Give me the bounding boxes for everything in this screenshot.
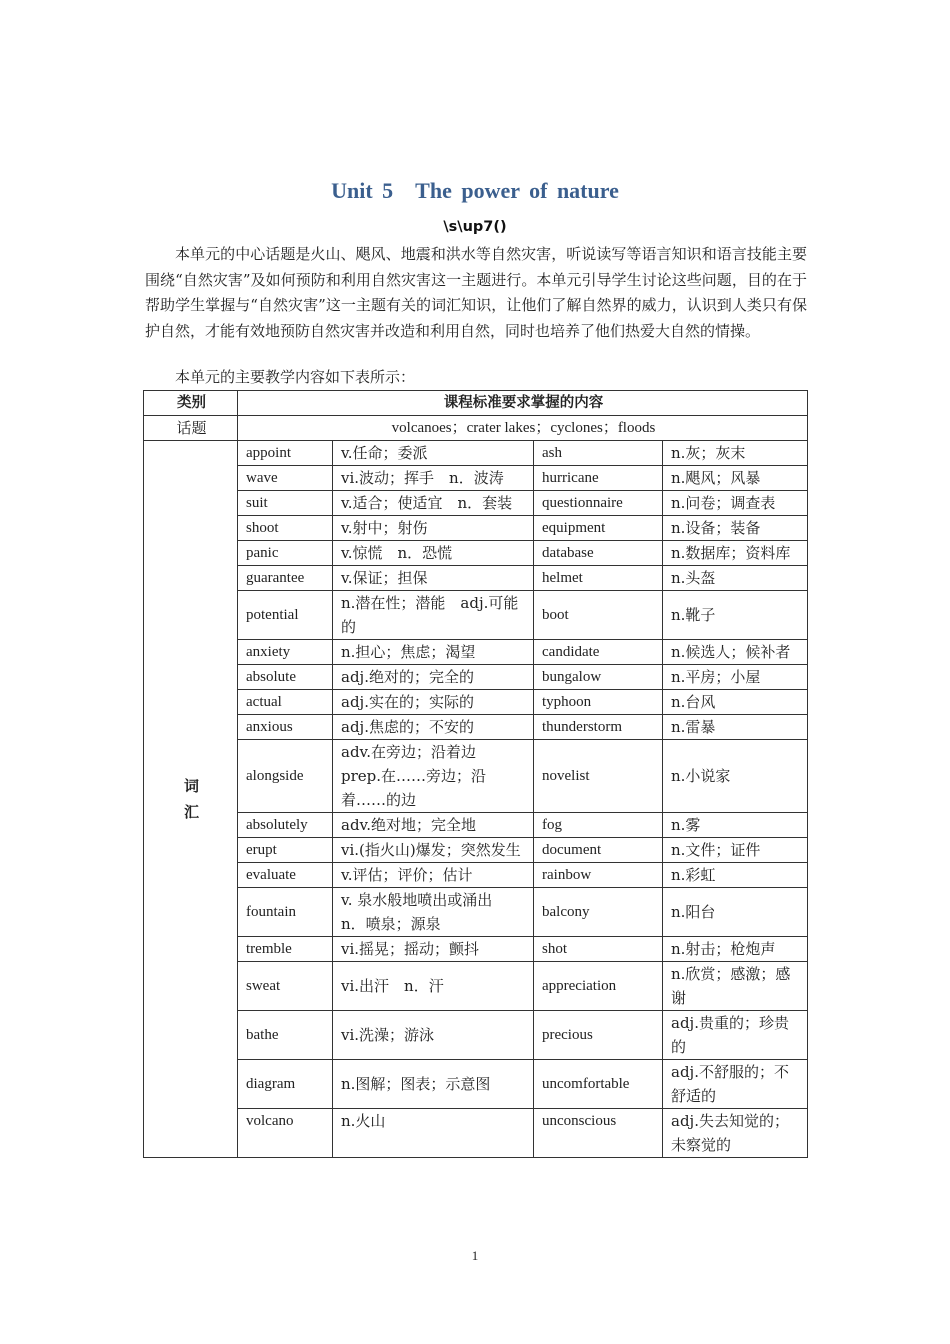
meaning-cell: n.设备；装备 <box>663 516 808 541</box>
meaning-cell <box>333 888 534 937</box>
word-cell: bathe <box>238 1011 333 1060</box>
meaning-cell: n.彩虹 <box>663 863 808 888</box>
topic-row <box>144 416 808 441</box>
meaning-cell: adj.贵重的；珍贵的 <box>663 1011 808 1060</box>
table-row <box>144 640 808 665</box>
meaning-cell: n.阳台 <box>663 888 808 937</box>
page-number: 1 <box>471 1248 479 1263</box>
table-row <box>144 441 808 466</box>
content-table <box>143 390 808 1158</box>
word-cell: alongside <box>238 740 333 813</box>
meaning-cell: n.潜在性；潜能 adj.可能的 <box>333 591 534 640</box>
word-cell: tremble <box>238 937 333 962</box>
word-cell: erupt <box>238 838 333 863</box>
word-cell: evaluate <box>238 863 333 888</box>
subtitle: \s\up7() <box>443 219 507 235</box>
meaning-cell: n.雷暴 <box>663 715 808 740</box>
word-cell: fountain <box>238 888 333 937</box>
word-cell: diagram <box>238 1060 333 1109</box>
meaning-cell: vi.波动；挥手 n．波涛 <box>333 466 534 491</box>
header-content: 课程标准要求掌握的内容 <box>238 391 808 416</box>
meaning-cell: vi.(指火山)爆发；突然发生 <box>333 838 534 863</box>
meaning-cell: vi.洗澡；游泳 <box>333 1011 534 1060</box>
header-category: 类别 <box>144 391 238 416</box>
intro-paragraph: 本单元的中心话题是火山、飓风、地震和洪水等自然灾害，听说读写等语言知识和语言技能主要围绕“自然灾害”及如何预防和利用自然灾害这一主题进行。本单元引导学生讨论这些问题，目的在于帮助学生掌握与“自然灾害”这一主题有关的词汇知识，让他们了解自然界的威力，认识到人类只有保护自然，才能有效地预防自然灾害并改造和利用自然，同时也培养了他们热爱大自然的情操。 <box>145 245 807 340</box>
word-cell: unconscious <box>534 1109 663 1158</box>
word-cell: sweat <box>238 962 333 1011</box>
meaning-cell: n.文件；证件 <box>663 838 808 863</box>
word-cell: absolutely <box>238 813 333 838</box>
table-row <box>144 740 808 813</box>
meaning-cell: n.数据库；资料库 <box>663 541 808 566</box>
table-row <box>144 466 808 491</box>
meaning-cell: n.图解；图表；示意图 <box>333 1060 534 1109</box>
word-cell: ash <box>534 441 663 466</box>
meaning-cell: n.小说家 <box>663 740 808 813</box>
topic-label: 话题 <box>144 416 238 441</box>
word-cell: bungalow <box>534 665 663 690</box>
word-cell: equipment <box>534 516 663 541</box>
word-cell: guarantee <box>238 566 333 591</box>
table-row <box>144 516 808 541</box>
word-cell: novelist <box>534 740 663 813</box>
word-cell: appoint <box>238 441 333 466</box>
word-cell: wave <box>238 466 333 491</box>
meaning-cell: n.头盔 <box>663 566 808 591</box>
word-cell: actual <box>238 690 333 715</box>
word-cell: thunderstorm <box>534 715 663 740</box>
meaning-cell: v.保证；担保 <box>333 566 534 591</box>
table-row <box>144 690 808 715</box>
word-cell: absolute <box>238 665 333 690</box>
meaning-cell: adj.实在的；实际的 <box>333 690 534 715</box>
table-row <box>144 838 808 863</box>
word-cell: candidate <box>534 640 663 665</box>
table-row <box>144 566 808 591</box>
topic-value: volcanoes；crater lakes；cyclones；floods <box>238 416 808 441</box>
meaning-cell: n.射击；枪炮声 <box>663 937 808 962</box>
meaning-cell: n.雾 <box>663 813 808 838</box>
word-cell: shoot <box>238 516 333 541</box>
table-header-row <box>144 391 808 416</box>
table-row <box>144 541 808 566</box>
word-cell: suit <box>238 491 333 516</box>
table-row <box>144 715 808 740</box>
vocab-category-label: 词 汇 <box>144 441 238 1158</box>
meaning-cell: adv.绝对地；完全地 <box>333 813 534 838</box>
word-cell: shot <box>534 937 663 962</box>
table-row <box>144 491 808 516</box>
meaning-cell: n.担心；焦虑；渴望 <box>333 640 534 665</box>
word-cell: panic <box>238 541 333 566</box>
meaning-cell: adj.绝对的；完全的 <box>333 665 534 690</box>
meaning-cell: adj.失去知觉的；未察觉的 <box>663 1109 808 1158</box>
word-cell: typhoon <box>534 690 663 715</box>
meaning-line: v. 泉水般地喷出或涌出 <box>341 891 493 909</box>
meaning-cell: adj.不舒服的；不舒适的 <box>663 1060 808 1109</box>
meaning-cell: n.靴子 <box>663 591 808 640</box>
page-title: Unit 5 The power of nature <box>331 178 619 203</box>
meaning-cell: adj.焦虑的；不安的 <box>333 715 534 740</box>
table-row <box>144 937 808 962</box>
word-cell: rainbow <box>534 863 663 888</box>
meaning-cell: n.火山 <box>333 1109 534 1158</box>
word-cell: balcony <box>534 888 663 937</box>
meaning-line: n．喷泉；源泉 <box>341 915 441 933</box>
meaning-cell: n.候选人；候补者 <box>663 640 808 665</box>
word-cell: helmet <box>534 566 663 591</box>
word-cell: hurricane <box>534 466 663 491</box>
word-cell: boot <box>534 591 663 640</box>
table-row <box>144 591 808 640</box>
table-row <box>144 665 808 690</box>
meaning-cell: v.适合；使适宜 n．套装 <box>333 491 534 516</box>
word-cell: questionnaire <box>534 491 663 516</box>
word-cell: anxiety <box>238 640 333 665</box>
meaning-cell: n.平房；小屋 <box>663 665 808 690</box>
meaning-cell <box>333 740 534 813</box>
meaning-cell: v.任命；委派 <box>333 441 534 466</box>
meaning-line: adv.在旁边；沿着边 <box>341 743 477 761</box>
table-row <box>144 888 808 937</box>
meaning-cell: v.评估；评价；估计 <box>333 863 534 888</box>
meaning-cell: n.灰；灰末 <box>663 441 808 466</box>
table-row <box>144 1060 808 1109</box>
meaning-cell: vi.出汗 n．汗 <box>333 962 534 1011</box>
meaning-cell: n.问卷；调查表 <box>663 491 808 516</box>
meaning-line: prep.在……旁边；沿着……的边 <box>341 767 487 809</box>
meaning-cell: n.欣赏；感激；感谢 <box>663 962 808 1011</box>
table-row <box>144 813 808 838</box>
word-cell: appreciation <box>534 962 663 1011</box>
word-cell: document <box>534 838 663 863</box>
table-row <box>144 962 808 1011</box>
table-row <box>144 863 808 888</box>
word-cell: uncomfortable <box>534 1060 663 1109</box>
table-row <box>144 1011 808 1060</box>
table-row <box>144 1109 808 1158</box>
table-lead-text: 本单元的主要教学内容如下表所示： <box>175 368 416 386</box>
word-cell: fog <box>534 813 663 838</box>
word-cell: anxious <box>238 715 333 740</box>
meaning-cell: vi.摇晃；摇动；颤抖 <box>333 937 534 962</box>
meaning-cell: v.射中；射伤 <box>333 516 534 541</box>
word-cell: potential <box>238 591 333 640</box>
meaning-cell: v.惊慌 n．恐慌 <box>333 541 534 566</box>
meaning-cell: n.飓风；风暴 <box>663 466 808 491</box>
word-cell: volcano <box>238 1109 333 1158</box>
word-cell: precious <box>534 1011 663 1060</box>
meaning-cell: n.台风 <box>663 690 808 715</box>
word-cell: database <box>534 541 663 566</box>
